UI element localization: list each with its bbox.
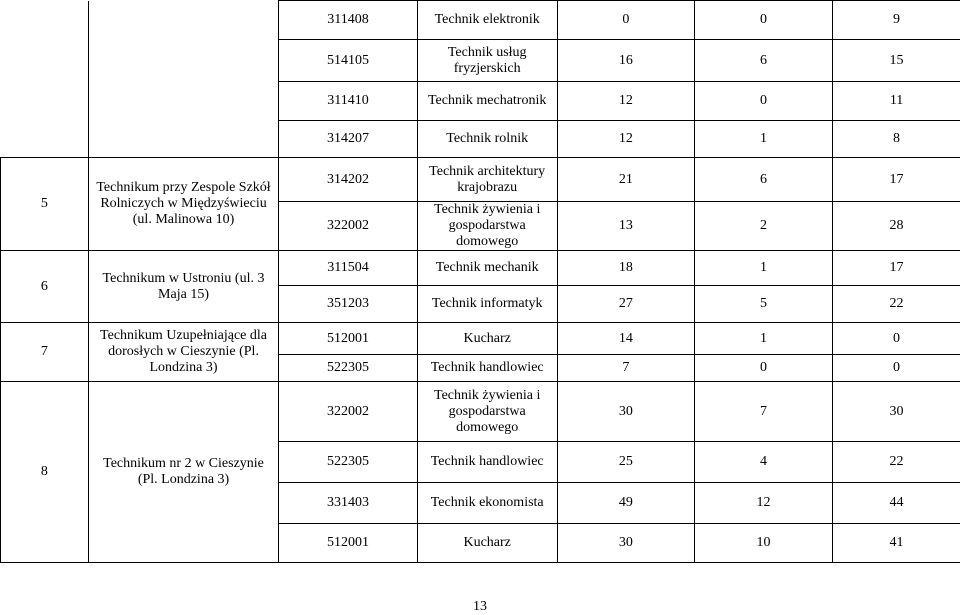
value-b-cell: 0 bbox=[694, 82, 832, 121]
value-a-cell: 16 bbox=[557, 40, 694, 82]
table-row bbox=[1, 251, 960, 286]
profession-cell: Technik handlowiec bbox=[417, 442, 557, 483]
value-c-cell: 9 bbox=[833, 1, 960, 40]
profession-cell: Technik mechatronik bbox=[417, 82, 557, 121]
code-cell: 322002 bbox=[279, 202, 417, 251]
code-cell: 351203 bbox=[279, 286, 417, 323]
value-c-cell: 0 bbox=[833, 355, 960, 382]
profession-cell: Technik ekonomista bbox=[417, 483, 557, 524]
value-c-cell: 11 bbox=[833, 82, 960, 121]
value-a-cell: 18 bbox=[557, 251, 694, 286]
value-c-cell: 17 bbox=[833, 251, 960, 286]
page-number: 13 bbox=[0, 599, 960, 615]
value-b-cell: 6 bbox=[694, 40, 832, 82]
value-b-cell: 6 bbox=[694, 158, 832, 202]
profession-cell: Technik handlowiec bbox=[417, 355, 557, 382]
value-a-cell: 27 bbox=[557, 286, 694, 323]
profession-cell: Technik architektury krajobrazu bbox=[417, 158, 557, 202]
code-cell: 522305 bbox=[279, 355, 417, 382]
code-cell: 512001 bbox=[279, 524, 417, 563]
profession-cell: Technik informatyk bbox=[417, 286, 557, 323]
code-cell: 311410 bbox=[279, 82, 417, 121]
table-row bbox=[1, 1, 960, 40]
value-a-cell: 13 bbox=[557, 202, 694, 251]
school-number-cell: 6 bbox=[1, 251, 89, 323]
value-b-cell: 0 bbox=[694, 355, 832, 382]
value-b-cell: 0 bbox=[694, 1, 832, 40]
value-b-cell: 4 bbox=[694, 442, 832, 483]
value-a-cell: 49 bbox=[557, 483, 694, 524]
value-b-cell: 2 bbox=[694, 202, 832, 251]
value-a-cell: 12 bbox=[557, 121, 694, 158]
code-cell: 514105 bbox=[279, 40, 417, 82]
profession-cell: Technik mechanik bbox=[417, 251, 557, 286]
value-a-cell: 7 bbox=[557, 355, 694, 382]
code-cell: 311408 bbox=[279, 1, 417, 40]
value-b-cell: 1 bbox=[694, 251, 832, 286]
profession-cell: Kucharz bbox=[417, 323, 557, 355]
value-b-cell: 1 bbox=[694, 323, 832, 355]
value-a-cell: 0 bbox=[557, 1, 694, 40]
code-cell: 522305 bbox=[279, 442, 417, 483]
value-c-cell: 22 bbox=[833, 286, 960, 323]
profession-cell: Technik rolnik bbox=[417, 121, 557, 158]
value-a-cell: 12 bbox=[557, 82, 694, 121]
school-name-cell: Technikum w Ustroniu (ul. 3 Maja 15) bbox=[88, 251, 279, 323]
profession-cell: Kucharz bbox=[417, 524, 557, 563]
value-b-cell: 12 bbox=[694, 483, 832, 524]
value-a-cell: 30 bbox=[557, 382, 694, 442]
code-cell: 311504 bbox=[279, 251, 417, 286]
school-number-cell: 8 bbox=[1, 382, 89, 563]
table-row bbox=[1, 158, 960, 202]
value-c-cell: 41 bbox=[833, 524, 960, 563]
profession-cell: Technik elektronik bbox=[417, 1, 557, 40]
value-a-cell: 14 bbox=[557, 323, 694, 355]
code-cell: 512001 bbox=[279, 323, 417, 355]
school-cell bbox=[88, 1, 279, 158]
value-a-cell: 30 bbox=[557, 524, 694, 563]
value-c-cell: 44 bbox=[833, 483, 960, 524]
value-c-cell: 17 bbox=[833, 158, 960, 202]
code-cell: 314202 bbox=[279, 158, 417, 202]
table-row bbox=[1, 323, 960, 355]
value-b-cell: 10 bbox=[694, 524, 832, 563]
value-b-cell: 7 bbox=[694, 382, 832, 442]
profession-cell: Technik żywienia i gospodarstwa domowego bbox=[417, 382, 557, 442]
school-name-cell: Technikum Uzupełniające dla dorosłych w Cieszynie (Pl. Londzina 3) bbox=[88, 323, 279, 382]
school-name-cell: Technikum przy Zespole Szkół Rolniczych w Międzyświeciu (ul. Malinowa 10) bbox=[88, 158, 279, 251]
value-c-cell: 15 bbox=[833, 40, 960, 82]
table-row bbox=[1, 382, 960, 442]
value-c-cell: 8 bbox=[833, 121, 960, 158]
value-c-cell: 30 bbox=[833, 382, 960, 442]
value-c-cell: 28 bbox=[833, 202, 960, 251]
code-cell: 331403 bbox=[279, 483, 417, 524]
code-cell: 322002 bbox=[279, 382, 417, 442]
profession-cell: Technik usług fryzjerskich bbox=[417, 40, 557, 82]
school-number-cell: 7 bbox=[1, 323, 89, 382]
value-b-cell: 5 bbox=[694, 286, 832, 323]
value-c-cell: 0 bbox=[833, 323, 960, 355]
value-a-cell: 21 bbox=[557, 158, 694, 202]
value-c-cell: 22 bbox=[833, 442, 960, 483]
value-a-cell: 25 bbox=[557, 442, 694, 483]
profession-cell: Technik żywienia i gospodarstwa domowego bbox=[417, 202, 557, 251]
value-b-cell: 1 bbox=[694, 121, 832, 158]
code-cell: 314207 bbox=[279, 121, 417, 158]
school-name-cell: Technikum nr 2 w Cieszynie (Pl. Londzina 3) bbox=[88, 382, 279, 563]
school-number-cell: 5 bbox=[1, 158, 89, 251]
